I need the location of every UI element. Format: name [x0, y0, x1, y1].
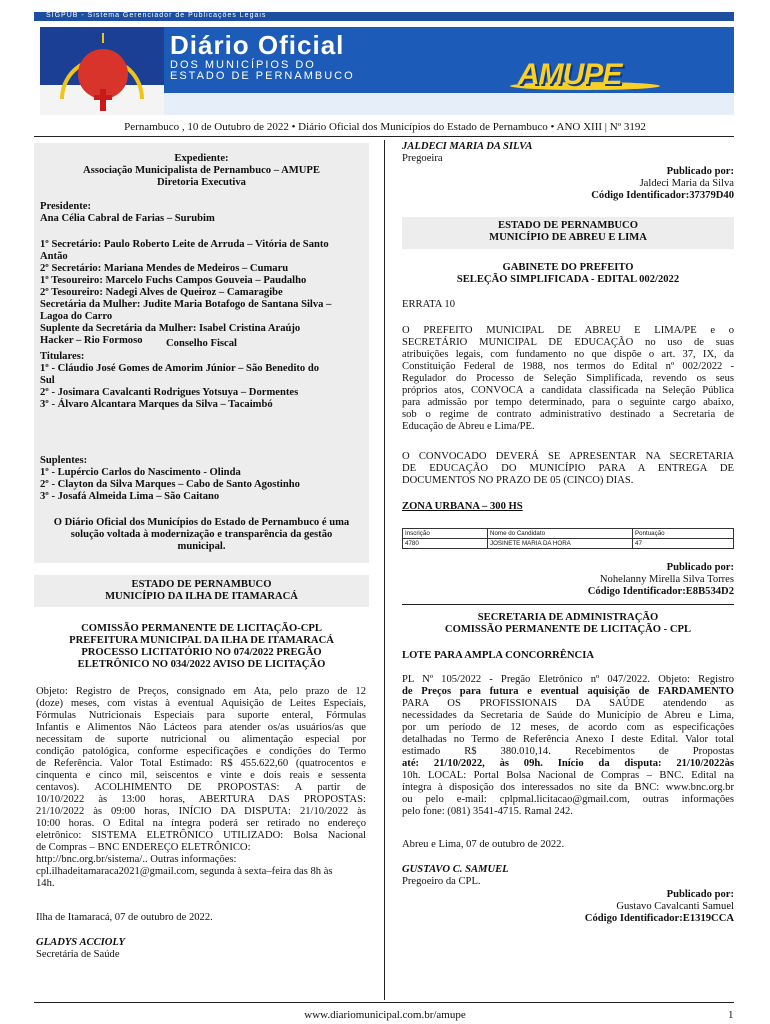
header-rule	[34, 136, 734, 137]
diario-subtitle: DOS MUNICÍPIOS DO ESTADO DE PERNAMBUCO	[170, 59, 355, 82]
itamaraca-state: ESTADO DE PERNAMBUCO	[131, 579, 272, 590]
column-header: Inscrição	[403, 529, 488, 539]
expediente-title: Expediente:	[174, 153, 229, 164]
published-by-label: Publicado por:	[666, 562, 734, 573]
board-list: 1º Secretário: Paulo Roberto Leite de Arruda – Vitória de Santo Antão 2º Secretário: Mariana Mendes de Medeiros – Cumaru 1º Tesoureiro: Marcelo Fuchs Campos Gouveia – Paudalho 2º Tesoureiro: Nadegi Alves de Queiroz – Camaragibe Secretária da Mulher: Judite Maria Botafogo de Santana Silva – Lagoa do Carro Suplente da Secretária da Mulher: Isabel Cristina Araújo Hacker – Rio Formoso	[40, 239, 332, 346]
footer-rule	[34, 1002, 734, 1003]
itamaraca-municipality: MUNICÍPIO DA ILHA DE ITAMARACÁ	[105, 591, 298, 602]
abreu-date: Abreu e Lima, 07 de outubro de 2022.	[402, 839, 565, 850]
identifier-code: Código Identificador:E1319CCA	[584, 913, 734, 924]
pregoeiro-role: Pregoeiro da CPL.	[402, 876, 481, 887]
suplentes-label: Suplentes:	[40, 455, 88, 466]
pregao-body: PL Nº 105/2022 - Pregão Eletrônico nº 047/2022. Objeto: Registro de Preços para futura e eventual aquisição de FARDAMENTO PARA OS PROFISSIONAIS DA SAÚDE atendendo as necessidades da Secretaria de Saúde do Município de Abreu e Lima, por um período de 12 meses, de acordo com as especificações detalhadas no Termo de Referência Anexo I deste Edital. Valor total estimado R$ 380.010,14. Recebimentos de Propostas até: 21/10/2022, às 09h. Início da disputa: 21/10/2022às 10h. LOCAL: Portal Bolsa Nacional de Compras – BNC. Edital na íntegra à disposição dos interessados no site da BNC: www.bnc.org.br ou pelo e-mail: cplpmal.licitacao@gmail.com, outras informações pelo fone: (081) 3541-4715. Ramal 242.	[402, 674, 734, 817]
footer-url[interactable]: www.diariomunicipal.com.br/amupe	[304, 1009, 466, 1021]
itamaraca-body: Objeto: Registro de Preços, consignado em Ata, pelo prazo de 12 (doze) meses, com vistas à eventual Aquisição de Leites Especiais, Fórmulas Nutricionais Especiais para suporte enteral, Fórmulas Infantis e Alimentos Não Lácteos para atender os/as usuários/as que necessitam de suporte nutricional ou alimentação especial por condição patológica, conforme especificações e condições do Termo de Referência. Valor Total Estimado: R$ 455.622,60 (quatrocentos e cinquenta e cinco mil, seiscentos e vinte e dois reais e sessenta centavos). ACOLHIMENTO DE PROPOSTAS: A partir de 10/10/2022 às 13:00 horas, ABERTURA DAS PROPOSTAS: 21/10/2022 às 09:00 horas, INÍCIO DA DISPUTA: 21/10/2022 às 10:00 horas. O Edital na íntegra poderá ser retirado no endereço eletrônico: SISTEMA ELETRÔNICO UTILIZADO: Bolsa Nacional de Compras – BNC ENDEREÇO ELETRÔNICO: http://bnc.org.br/sistema/.. Outras informações: cpl.ilhadeitamaraca2021@gmail.com, segunda à sexta–feira das 8h às 14h.	[36, 686, 366, 889]
cpl-heading: COMISSÃO PERMANENTE DE LICITAÇÃO - CPL	[444, 624, 692, 635]
secretaria-heading: SECRETARIA DE ADMINISTRAÇÃO	[477, 612, 659, 623]
published-by-label: Publicado por:	[666, 166, 734, 177]
itamaraca-signer: GLADYS ACCIOLY	[36, 937, 125, 948]
abreu-body: O PREFEITO MUNICIPAL DE ABREU E LIMA/PE e o SECRETÁRIO MUNICIPAL DE EDUCAÇÃO no uso de suas atribuições legais, com fundamento no que dispõe o art. 37, IX, da Constituição Federal de 1988, nos termos do Edital nº 002/2022 - Regulador do Processo de Seleção Simplificada, revendo os seus próprios atos, CONVOCA a candidata classificada na Seleção Pública para admissão por tempo determinado, para o seguinte cargo abaixo, sob o regime de contrato administrativo destinado a Secretaria de Educação de Abreu e Lima/PE.	[402, 325, 734, 432]
expediente-org: Associação Municipalista de Pernambuco – AMUPE	[83, 165, 320, 176]
expediente-directorate: Diretoria Executiva	[157, 177, 246, 188]
table-header-row	[403, 529, 734, 539]
itamaraca-date: Ilha de Itamaracá, 07 de outubro de 2022.	[36, 912, 213, 923]
pregoeira-name: JALDECI MARIA DA SILVA	[402, 141, 533, 152]
edition-line: Pernambuco , 10 de Outubro de 2022 • Diário Oficial dos Municípios do Estado de Pernambuco • ANO XIII | Nº 3192	[124, 121, 646, 133]
column-header: Nome do Candidato	[488, 529, 633, 539]
column-header: Pontuação	[633, 529, 734, 539]
errata-label: ERRATA 10	[402, 299, 456, 310]
convocado-notice: O CONVOCADO DEVERÁ SE APRESENTAR NA SECRETARIA DE EDUCAÇÃO DO MUNICÍPIO PARA A ENTREGA DE DOCUMENTOS NO PRAZO DE 05 (CINCO) DIAS.	[402, 451, 734, 486]
table-cell: 4780	[403, 539, 488, 549]
mission-statement: O Diário Oficial dos Municípios do Estado de Pernambuco é uma solução voltada à modernização e transparência da gestão municipal.	[53, 517, 350, 552]
conselho-fiscal-title: Conselho Fiscal	[166, 338, 237, 349]
titulares-label: Titulares:	[40, 351, 85, 362]
pregoeiro-name: GUSTAVO C. SAMUEL	[402, 864, 509, 875]
abreu-edital: SELEÇÃO SIMPLIFICADA - EDITAL 002/2022	[456, 274, 680, 285]
section-rule	[402, 604, 734, 605]
president-label: Presidente:	[40, 201, 91, 212]
abreu-state: ESTADO DE PERNAMBUCO	[498, 220, 638, 231]
page-number: 1	[728, 1009, 734, 1021]
president-name: Ana Célia Cabral de Farias – Surubim	[40, 213, 215, 224]
published-by-label: Publicado por:	[666, 889, 734, 900]
table-row	[403, 539, 734, 549]
identifier-code: Código Identificador:37379D40	[591, 190, 734, 201]
sigpub-label: SIGPUB - Sistema Gerenciador de Publicações Legais	[46, 12, 267, 19]
candidate-table	[402, 528, 734, 549]
diario-title: Diário Oficial	[170, 30, 345, 60]
abreu-municipality: MUNICÍPIO DE ABREU E LIMA	[489, 232, 647, 243]
zona-urbana-label: ZONA URBANA – 300 HS	[402, 501, 523, 512]
pregoeira-role: Pregoeira	[402, 153, 443, 164]
amupe-logo: AMUPE	[518, 58, 622, 91]
identifier-code: Código Identificador:E8B534D2	[587, 586, 734, 597]
itamaraca-subheading: COMISSÃO PERMANENTE DE LICITAÇÃO-CPL PREFEITURA MUNICIPAL DA ILHA DE ITAMARACÁ PROCESSO LICITATÓRIO NO 074/2022 PREGÃO ELETRÔNICO NO 034/2022 AVISO DE LICITAÇÃO	[69, 623, 334, 670]
titulares-list: 1º - Cláudio José Gomes de Amorim Júnior – São Benedito do Sul 2º - Josimara Cavalcanti Rodrigues Yotsuya – Dormentes 3º - Álvaro Alcantara Marques da Silva – Tacaimbó	[40, 363, 320, 410]
itamaraca-signer-role: Secretária de Saúde	[36, 949, 120, 960]
column-divider	[384, 140, 385, 1000]
lote-label: LOTE PARA AMPLA CONCORRÊNCIA	[402, 650, 594, 661]
published-by-name: Jaldeci Maria da Silva	[639, 178, 734, 189]
published-by-name: Nohelanny Mirella Silva Torres	[599, 574, 734, 585]
published-by-name: Gustavo Cavalcanti Samuel	[616, 901, 734, 912]
abreu-gabinete: GABINETE DO PREFEITO	[502, 262, 634, 273]
pernambuco-flag-icon	[40, 27, 164, 115]
table-cell: JOSINETE MARIA DA HORA	[488, 539, 633, 549]
suplentes-list: 1º - Lupércio Carlos do Nascimento - Olinda 2º - Clayton da Silva Marques – Cabo de Santo Agostinho 3º - Josafá Almeida Lima – São Caitano	[40, 467, 300, 502]
masthead	[0, 0, 770, 115]
table-cell: 47	[633, 539, 734, 549]
